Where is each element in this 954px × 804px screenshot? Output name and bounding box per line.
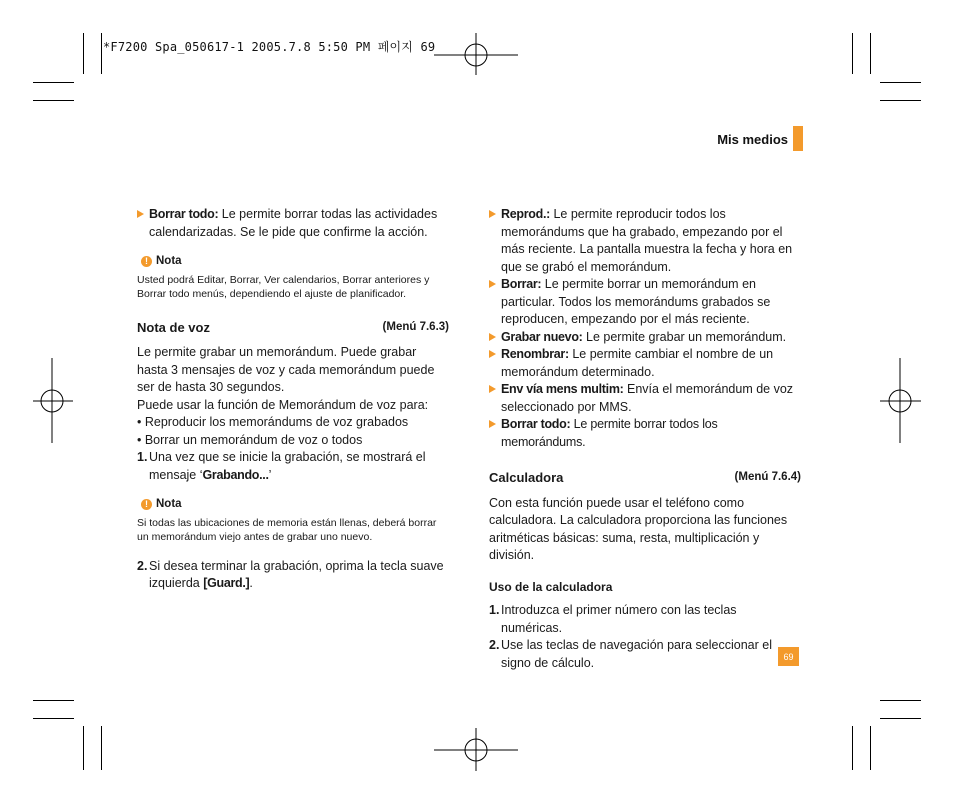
section-heading-voice: Nota de voz (Menú 7.6.3) <box>137 319 449 335</box>
option-item: Renombrar: Le permite cambiar el nombre de un memorándum determinado. <box>489 346 801 381</box>
option-item: Grabar nuevo: Le permite grabar un memorándum. <box>489 329 801 347</box>
calculator-intro: Con esta función puede usar el teléfono como calculadora. La calculadora proporciona las funciones aritméticas básicas: suma, resta, multiplicación y división. <box>489 495 788 562</box>
right-column <box>489 206 801 672</box>
option-item: Borrar todo: Le permite borrar todos los memorándums. <box>489 416 801 451</box>
note-icon: ! <box>141 256 152 267</box>
note-heading: ! Nota <box>141 496 449 514</box>
note-heading: ! Nota <box>141 253 449 271</box>
note-icon: ! <box>141 499 152 510</box>
print-header: *F7200 Spa_050617-1 2005.7.8 5:50 PM 페이지 69 <box>103 40 436 54</box>
calc-step-1: 1. Introduzca el primer número con las teclas numéricas. <box>489 603 737 635</box>
option-item: Env vía mens multim: Envía el memorándum de voz seleccionado por MMS. <box>489 381 801 416</box>
calc-step-2: 2. Use las teclas de navegación para seleccionar el signo de cálculo. <box>489 638 772 670</box>
option-item: Reprod.: Le permite reproducir todos los memorándums que ha grabado, empezando por el más reciente. La pantalla muestra la fecha y hora en que se grabó el memorándum. <box>489 206 801 276</box>
section-label: Mis medios <box>717 132 788 147</box>
step-1: 1. Una vez que se inicie la grabación, se mostrará el mensaje ‘Grabando...’ <box>137 450 426 482</box>
step-2: 2. Si desea terminar la grabación, oprima la tecla suave izquierda [Guard.]. <box>137 558 444 590</box>
note-text: Si todas las ubicaciones de memoria están llenas, deberá borrar un memorándum viejo antes de grabar uno nuevo. <box>137 516 437 543</box>
page-number: 69 <box>778 647 799 666</box>
option-item: Borrar: Le permite borrar un memorándum en particular. Todos los memorándums grabados se reproducen, empezando por el más reciente. <box>489 276 801 329</box>
voice-intro: Le permite grabar un memorándum. Puede grabar hasta 3 mensajes de voz y cada memorándum puede ser de hasta 30 segundos. <box>137 345 435 394</box>
subsection-heading: Uso de la calculadora <box>489 579 613 594</box>
list-item: • Reproducir los memorándums de voz grabados <box>137 415 409 429</box>
borrar-todo-item: Borrar todo: Le permite borrar todas las actividades calendarizadas. Se le pide que confirme la acción. <box>137 206 449 241</box>
section-heading-calculator: Calculadora (Menú 7.6.4) <box>489 470 801 485</box>
list-item: • Borrar un memorándum de voz o todos <box>137 432 363 447</box>
note-text: Usted podrá Editar, Borrar, Ver calendarios, Borrar anteriores y Borrar todo menús, dependiendo el ajuste de planificador. <box>137 273 430 300</box>
left-column <box>137 206 449 593</box>
voice-uses: Puede usar la función de Memorándum de voz para: <box>137 397 429 412</box>
